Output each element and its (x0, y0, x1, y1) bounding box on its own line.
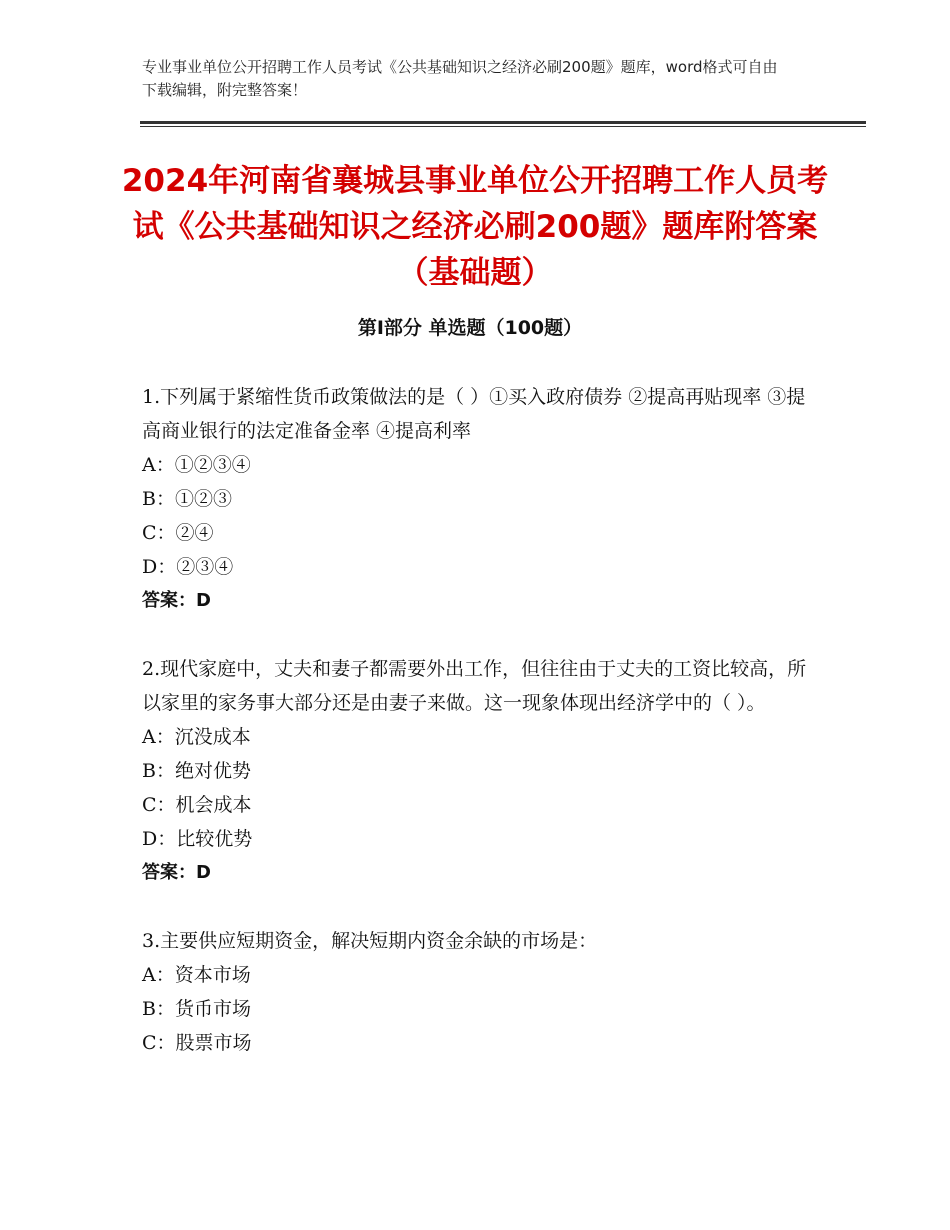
option-c: C：②④ (142, 522, 214, 544)
question-answer: 答案：D (142, 862, 211, 883)
option-b: B：绝对优势 (142, 760, 251, 782)
question-stem: 2.现代家庭中，丈夫和妻子都需要外出工作，但往往由于丈夫的工资比较高，所以家里的家务事大部分还是由妻子来做。这一现象体现出经济学中的（ ）。 (142, 658, 807, 714)
question-2 (142, 652, 822, 890)
document-title: 2024年河南省襄城县事业单位公开招聘工作人员考试《公共基础知识之经济必刷200题》题库附答案（基础题） (121, 163, 829, 291)
question-3 (142, 924, 822, 1060)
option-c: C：股票市场 (142, 1032, 252, 1054)
question-list (142, 380, 822, 1094)
option-c: C：机会成本 (142, 794, 252, 816)
option-b: B：①②③ (142, 488, 232, 510)
option-a: A：资本市场 (142, 964, 251, 986)
section-title: 第Ⅰ部分 单选题（100题） (357, 317, 583, 339)
option-a: A：沉没成本 (142, 726, 251, 748)
question-stem: 1.下列属于紧缩性货币政策做法的是（ ）①买入政府债券 ②提高再贴现率 ③提高商业银行的法定准备金率 ④提高利率 (142, 386, 806, 442)
question-answer: 答案：D (142, 590, 211, 611)
option-d: D：比较优势 (142, 828, 253, 850)
header-divider-thick (140, 121, 866, 124)
question-stem: 3.主要供应短期资金，解决短期内资金余缺的市场是： (142, 930, 598, 952)
option-b: B：货币市场 (142, 998, 251, 1020)
header-divider-thin (140, 126, 866, 127)
question-1 (142, 380, 822, 618)
header-note: 专业事业单位公开招聘工作人员考试《公共基础知识之经济必刷200题》题库，word格式可自由下载编辑，附完整答案！ (142, 58, 778, 99)
option-d: D：②③④ (142, 556, 234, 578)
option-a: A：①②③④ (142, 454, 251, 476)
